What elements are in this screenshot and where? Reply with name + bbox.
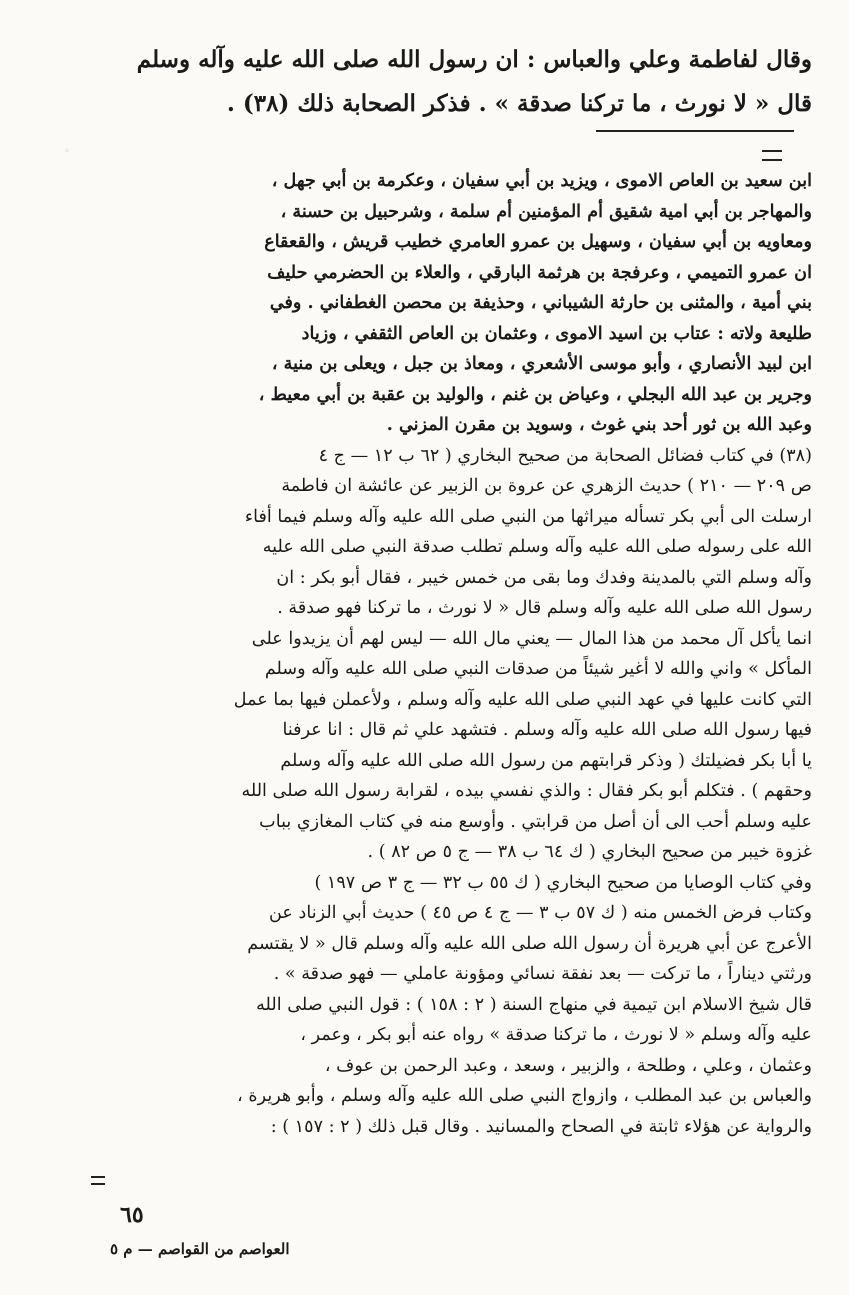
main-text-line: وقال لفاطمة وعلي والعباس : ان رسول الله صلى الله عليه وآله وسلم: [136, 46, 812, 73]
running-footer: العواصم من القواصم — م ٥: [110, 1240, 290, 1258]
footnote-line: انما يأكل آل محمد من هذا المال — يعني مال الله — ليس لهم أن يزيدوا على: [251, 628, 812, 649]
footnote-line: وحقهم ) . فتكلم أبو بكر فقال : والذي نفسي بيده ، لقرابة رسول الله صلى الله: [241, 781, 812, 801]
footnote-line: ان عمرو التميمي ، وعرفجة بن هرثمة البارقي ، والعلاء بن الحضرمي حليف: [267, 261, 812, 283]
page-number: ٦٥: [120, 1202, 144, 1228]
main-text-line: قال « لا نورث ، ما تركنا صدقة » . فذكر الصحابة ذلك (٣٨) .: [226, 90, 812, 117]
footnote-line: وكتاب فرض الخمس منه ( ك ٥٧ ب ٣ — ج ٤ ص ٤٥ ) حديث أبي الزناد عن: [269, 903, 812, 923]
footnote-line: ص ٢٠٩ — ٢١٠ ) حديث الزهري عن عروة بن الزبير عن عائشة ان فاطمة: [281, 476, 812, 496]
footnote-line: رسول الله صلى الله عليه وآله وسلم قال « لا نورث ، ما تركنا فهو صدقة .: [277, 598, 812, 618]
footnote-line: الأعرج عن أبي هريرة أن رسول الله صلى الله عليه وآله وسلم قال « لا يقتسم: [247, 933, 812, 954]
footnote-line: وعثمان ، وعلي ، وطلحة ، والزبير ، وسعد ، وعبد الرحمن بن عوف ،: [324, 1055, 812, 1076]
footnote-line: وجرير بن عبد الله البجلي ، وعياض بن غنم ، والوليد بن عقبة بن أبي معيط ،: [258, 383, 812, 405]
footnote-line: عليه وسلم أحب الى أن أصل من قرابتي . وأوسع منه في كتاب المغازي بباب: [259, 811, 812, 832]
footnote-line: وفي كتاب الوصايا من صحيح البخاري ( ك ٥٥ ب ٣٢ — ج ٣ ص ١٩٧ ): [314, 872, 812, 893]
continuation-mark: [91, 1176, 105, 1185]
footnote-line: ابن سعيد بن العاص الاموى ، ويزيد بن أبي سفيان ، وعكرمة بن أبي جهل ،: [271, 170, 812, 191]
footnote-line: قال شيخ الاسلام ابن تيمية في منهاج السنة ( ٢ : ١٥٨ ) : قول النبي صلى الله: [256, 994, 812, 1015]
footnote-line: والعباس بن عبد المطلب ، وازواج النبي صلى الله عليه وآله وسلم ، وأبو هريرة ،: [237, 1086, 812, 1106]
footnote-line: وعبد الله بن ثور أحد بني غوث ، وسويد بن مقرن المزني .: [386, 414, 812, 435]
footnote-line: يا أبا بكر فضيلتك ( وذكر قرابتهم من رسول الله صلى الله عليه وآله وسلم: [280, 750, 812, 771]
footnote-line: فيها رسول الله صلى الله عليه وآله وسلم . فتشهد علي ثم قال : انا عرفنا: [282, 720, 812, 740]
footnote-line: ورثتي ديناراً ، ما تركت — بعد نفقة نسائي ومؤونة عاملي — فهو صدقة » .: [273, 964, 812, 984]
footnote-38: [88, 441, 812, 1143]
footnote-line: الله على رسوله صلى الله عليه وآله وسلم تطلب صدقة النبي صلى الله عليه: [262, 537, 812, 557]
footnote-line: المأكل » واني والله لا أغير شيئاً من صدقات النبي صلى الله عليه وآله وسلم: [264, 659, 812, 679]
footnote-line: والرواية عن هؤلاء ثابتة في الصحاح والمسانيد . وقال قبل ذلك ( ٢ : ١٥٧ ) :: [270, 1116, 812, 1137]
footnote-continuation: [88, 166, 812, 441]
footnote-separator: [596, 130, 794, 132]
footnote-line: عليه وآله وسلم « لا نورث ، ما تركنا صدقة » رواه عنه أبو بكر ، وعمر ،: [300, 1025, 812, 1045]
footnote-line: ارسلت الى أبي بكر تسأله ميراثها من النبي صلى الله عليه وآله وسلم فيما أفاء: [244, 506, 812, 527]
footnote-line: (٣٨) في كتاب فضائل الصحابة من صحيح البخاري ( ٦٢ ب ١٢ — ج ٤: [318, 445, 812, 466]
continuation-mark: [762, 150, 782, 161]
main-text: [88, 38, 812, 126]
footnote-line: والمهاجر بن أبي امية شقيق أم المؤمنين أم سلمة ، وشرحبيل بن حسنة ،: [280, 200, 812, 222]
footnote-line: بني أمية ، والمثنى بن حارثة الشيباني ، وحذيفة بن محصن الغطفاني . وفي: [269, 292, 812, 313]
footnote-line: التي كانت عليها في عهد النبي صلى الله عليه وآله وسلم ، ولأعملن فيها بما عمل: [233, 689, 812, 710]
footnote-line: وآله وسلم التي بالمدينة وفدك وما بقى من خمس خيبر ، فقال أبو بكر : ان: [276, 567, 812, 588]
footnote-line: غزوة خيبر من صحيح البخاري ( ك ٦٤ ب ٣٨ — ج ٥ ص ٨٢ ) .: [367, 842, 812, 862]
scan-mark: ◦: [64, 146, 70, 157]
footnote-line: ومعاويه بن أبي سفيان ، وسهيل بن عمرو العامري خطيب قريش ، والقعقاع: [264, 231, 812, 252]
footnotes: [88, 166, 812, 1142]
footnote-line: طليعة ولاته : عتاب بن اسيد الاموى ، وعثمان بن العاص الثقفي ، وزياد: [301, 322, 812, 344]
footnote-line: ابن لبيد الأنصاري ، وأبو موسى الأشعري ، ومعاذ بن جبل ، ويعلى بن منية ،: [271, 353, 812, 374]
